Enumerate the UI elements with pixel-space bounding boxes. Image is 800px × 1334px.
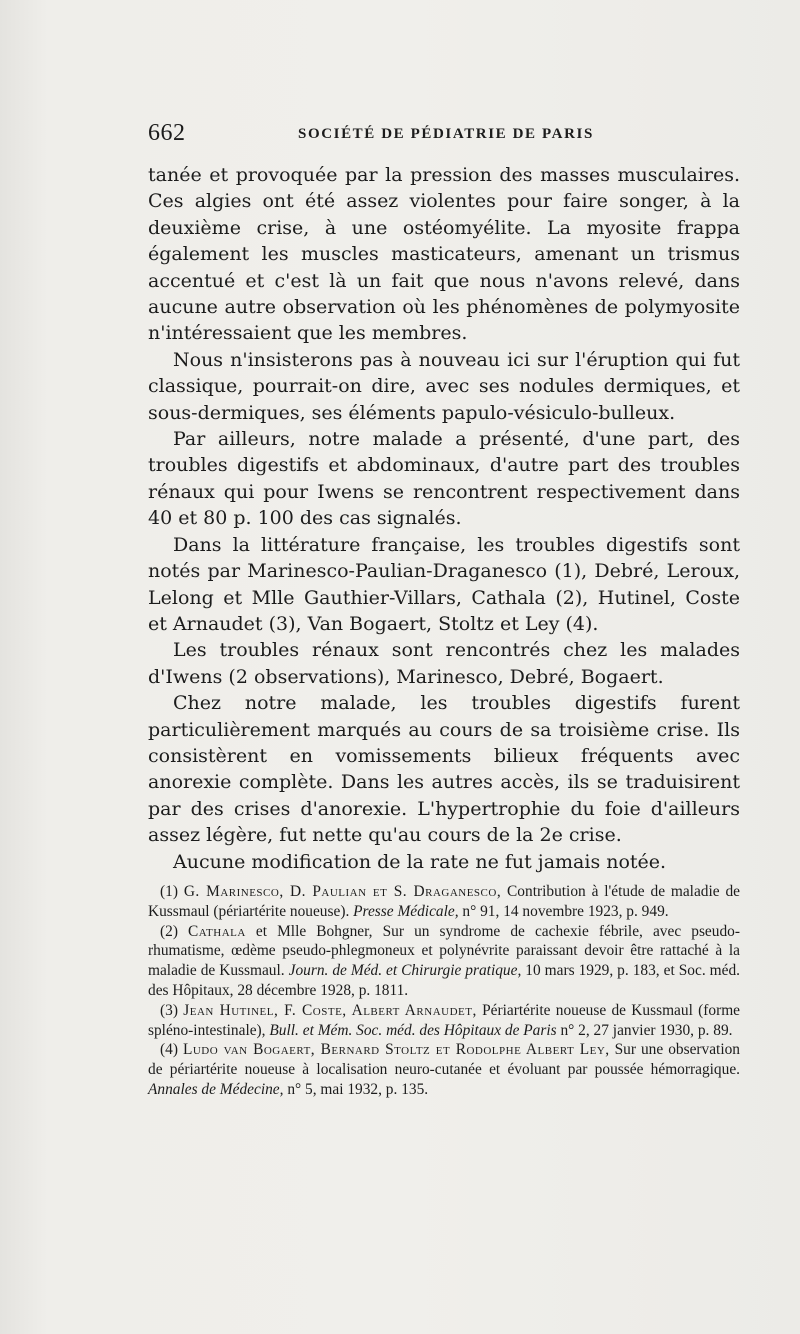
paragraph: Dans la littérature française, les troubles digestifs sont notés par Marinesco-Paulian-Draganesco (1), Debré, Leroux, Lelong et Mlle Gauthier-Villars, Cathala (2), Hutinel, Coste et Arnaudet (3), Van Bogaert, Stoltz et Ley (4). xyxy=(148,533,740,635)
paragraph: Nous n'insisterons pas à nouveau ici sur l'éruption qui fut classique, pourrait-on dire, avec ses nodules dermiques, et sous-dermiques, ses éléments papulo-vésiculo-bulleux. xyxy=(148,348,740,424)
page-header xyxy=(148,120,740,148)
footnote-number: (4) xyxy=(160,1041,178,1059)
paragraph: Les troubles rénaux sont rencontrés chez les malades d'Iwens (2 observations), Marinesco, Debré, Bogaert. xyxy=(148,639,740,688)
running-head: SOCIÉTÉ DE PÉDIATRIE DE PARIS xyxy=(298,126,594,142)
paragraph: tanée et provoquée par la pression des masses musculaires. Ces algies ont été assez violentes pour faire songer, à la deuxième crise, à une ostéomyélite. La myosite frappa également les muscles masticateurs, amenant un trismus accentué et c'est là un fait que nous n'avons relevé, dans aucune autre observation où les phénomènes de polymyosite n'intéressaient que les membres. xyxy=(148,164,740,345)
paragraph: Aucune modification de la rate ne fut jamais notée. xyxy=(173,850,667,873)
paragraph: Par ailleurs, notre malade a présenté, d'une part, des troubles digestifs et abdominaux, d'autre part des troubles rénaux qui pour Iwens se rencontrent respectivement dans 40 et 80 p. 100 des cas signalés. xyxy=(148,428,740,530)
footnote xyxy=(148,922,740,1001)
footnote-text: et Mlle Bohgner, Sur un syndrome de cachexie fébrile, avec pseudo-rhumatisme, œdème pseudo-phlegmoneux et polynévrite paraissant devoir être rattaché à la maladie de Kussmaul. xyxy=(148,922,740,980)
footnote-text: Périartérite noueuse de Kussmaul (forme spléno-intestinale), xyxy=(148,1001,740,1039)
footnote-authors: G. Marinesco, D. Paulian et S. Draganesco, xyxy=(183,883,502,900)
footnote-source: Bull. et Mém. Soc. méd. des Hôpitaux de Paris xyxy=(269,1021,557,1039)
footnote xyxy=(148,882,740,922)
footnote-source: Presse Médicale, xyxy=(353,902,459,920)
footnote-number: (1) xyxy=(160,883,178,900)
footnote xyxy=(148,1001,740,1041)
footnote-authors: Ludo van Bogaert, Bernard Stoltz et Rodolphe Albert Ley, xyxy=(182,1041,610,1059)
footnotes xyxy=(148,882,740,1100)
footnote-tail: n° 5, mai 1932, p. 135. xyxy=(283,1080,429,1098)
footnote-source: Annales de Médecine, xyxy=(148,1080,284,1098)
footnote-number: (2) xyxy=(160,922,178,940)
body-text xyxy=(148,162,740,875)
footnote-authors: Jean Hutinel, F. Coste, Albert Arnaudet, xyxy=(183,1001,477,1019)
footnote-tail: 10 mars 1929, p. 183, et Soc. méd. des Hôpitaux, 28 décembre 1928, p. 1811. xyxy=(148,962,740,999)
footnote-text: Sur une observation de périartérite noueuse à localisation neuro-cutanée et évoluant par poussée hémorragique. xyxy=(148,1041,740,1079)
footnote-number: (3) xyxy=(160,1001,178,1019)
page-number: 662 xyxy=(148,120,186,146)
footnote-text: Contribution à l'étude de maladie de Kussmaul (périartérite noueuse). xyxy=(148,883,740,920)
footnote-tail: n° 2, 27 janvier 1930, p. 89. xyxy=(556,1021,733,1039)
footnote-authors: Cathala xyxy=(188,922,246,940)
paragraph: Chez notre malade, les troubles digestifs furent particulièrement marqués au cours de sa troisième crise. Ils consistèrent en vomissements bilieux fréquents avec anorexie complète. Dans les autres accès, ils se traduisirent par des crises d'anorexie. L'hypertrophie du foie d'ailleurs assez légère, fut nette qu'au cours de la 2e crise. xyxy=(148,692,740,847)
footnote-source: Journ. de Méd. et Chirurgie pratique, xyxy=(288,962,522,980)
footnote xyxy=(148,1040,740,1099)
footnote-tail: n° 91, 14 novembre 1923, p. 949. xyxy=(458,902,669,920)
